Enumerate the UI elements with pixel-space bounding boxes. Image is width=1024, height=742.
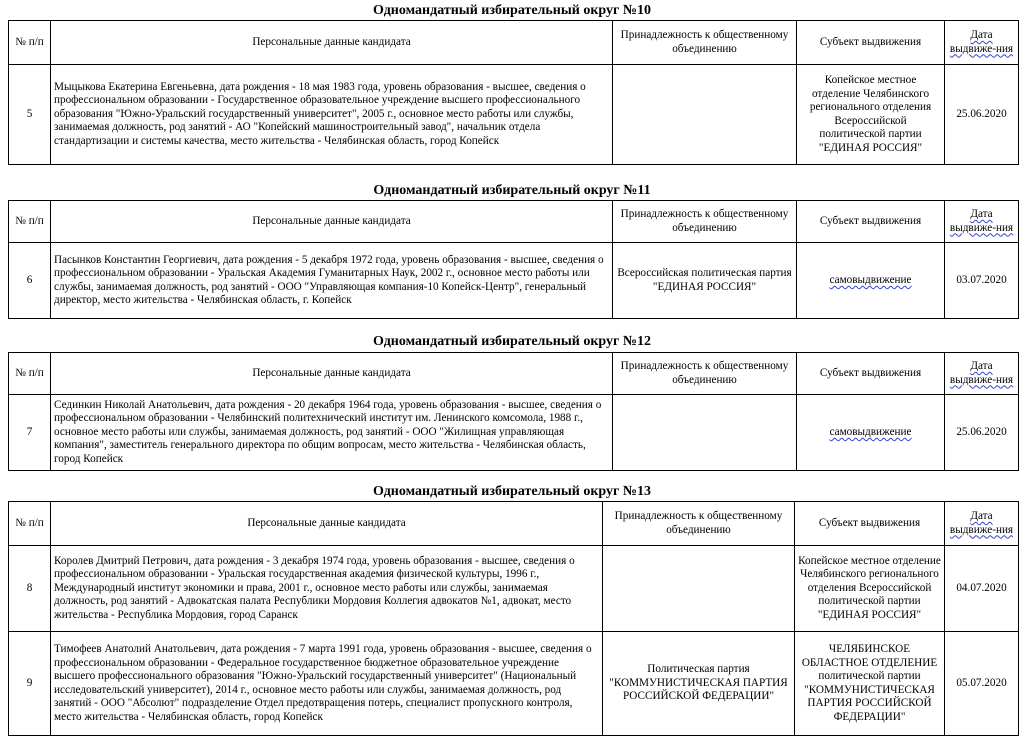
header-num: № п/п <box>9 502 51 546</box>
row-affiliation <box>613 395 797 471</box>
header-affiliation: Принадлежность к общественному объединению <box>613 353 797 395</box>
header-date: Дата выдвиже-ния <box>945 201 1019 243</box>
header-nominator: Субъект выдвижения <box>797 353 945 395</box>
row-affiliation <box>603 546 795 632</box>
row-nominator: Копейское местное отделение Челябинского регионального отделения Всероссийской политической партии "ЕДИНАЯ РОССИЯ" <box>797 65 945 165</box>
table-header-row <box>9 21 1019 65</box>
table-row <box>9 546 1019 632</box>
district-title-10: Одномандатный избирательный округ №10 <box>373 3 651 18</box>
header-affiliation: Принадлежность к общественному объединению <box>613 21 797 65</box>
row-date: 25.06.2020 <box>945 65 1019 165</box>
table-row <box>9 243 1019 319</box>
district-title-11: Одномандатный избирательный округ №11 <box>373 183 651 198</box>
row-num: 8 <box>9 546 51 632</box>
row-personal: Мыцыкова Екатерина Евгеньевна, дата рождения - 18 мая 1983 года, уровень образования - высшее, сведения о профессиональном образовании - Государственное образовательное учреждение высшего профессионального образования "Южно-Уральский государственный университет", 2005 г., основное место работы или службы, занимаемая должность, род занятий - АО "Копейский машиностроительный завод", начальник отдела стандартизации и системы качества, место жительства - Челябинская область, город Копейск <box>51 65 613 165</box>
row-nominator: Копейское местное отделение Челябинского регионального отделения Всероссийской политической партии "ЕДИНАЯ РОССИЯ" <box>795 546 945 632</box>
row-affiliation <box>613 65 797 165</box>
row-date: 04.07.2020 <box>945 546 1019 632</box>
table-header-row <box>9 353 1019 395</box>
header-nominator: Субъект выдвижения <box>795 502 945 546</box>
row-personal: Пасынков Константин Георгиевич, дата рождения - 5 декабря 1972 года, уровень образования - высшее, сведения о профессиональном образовании - Уральская Академия Гуманитарных Наук, 2002 г., основное место работы или службы, занимаемая должность, род занятий - ООО "Управляющая компания-10 Копейск-Центр", генеральный директор, место жительства - Челябинская область, г. Копейск <box>51 243 613 319</box>
header-date: Дата выдвиже-ния <box>945 502 1019 546</box>
header-date: Дата выдвиже-ния <box>945 353 1019 395</box>
table-header-row <box>9 502 1019 546</box>
candidates-table-10 <box>8 20 1019 165</box>
row-personal: Королев Дмитрий Петрович, дата рождения - 3 декабря 1974 года, уровень образования - высшее, сведения о профессиональном образовании - Уральская государственная академия физической культуры, 1996 г., Международный институт экономики и права, 2001 г., основное место работы или службы, занимаемая должность, род занятий - Адвокатская палата Республики Мордовия Коллегия адвокатов №1, адвокат, место жительства - Республика Мордовия, город Саранск <box>51 546 603 632</box>
row-num: 9 <box>9 632 51 736</box>
district-title-12: Одномандатный избирательный округ №12 <box>373 334 651 349</box>
candidates-table-11 <box>8 200 1019 319</box>
header-personal: Персональные данные кандидата <box>51 502 603 546</box>
row-date: 25.06.2020 <box>945 395 1019 471</box>
district-title-13: Одномандатный избирательный округ №13 <box>373 484 651 499</box>
row-affiliation: Политическая партия "КОММУНИСТИЧЕСКАЯ ПАРТИЯ РОССИЙСКОЙ ФЕДЕРАЦИИ" <box>603 632 795 736</box>
row-nominator: самовыдвижение <box>797 395 945 471</box>
table-row <box>9 395 1019 471</box>
header-num: № п/п <box>9 353 51 395</box>
row-affiliation: Всероссийская политическая партия "ЕДИНАЯ РОССИЯ" <box>613 243 797 319</box>
row-date: 03.07.2020 <box>945 243 1019 319</box>
row-date: 05.07.2020 <box>945 632 1019 736</box>
header-affiliation: Принадлежность к общественному объединению <box>603 502 795 546</box>
table-row <box>9 632 1019 736</box>
candidates-table-12 <box>8 352 1019 471</box>
row-num: 5 <box>9 65 51 165</box>
row-nominator: самовыдвижение <box>797 243 945 319</box>
header-affiliation: Принадлежность к общественному объединению <box>613 201 797 243</box>
header-personal: Персональные данные кандидата <box>51 21 613 65</box>
row-num: 6 <box>9 243 51 319</box>
header-num: № п/п <box>9 21 51 65</box>
header-nominator: Субъект выдвижения <box>797 21 945 65</box>
table-header-row <box>9 201 1019 243</box>
row-personal: Тимофеев Анатолий Анатольевич, дата рождения - 7 марта 1991 года, уровень образования - высшее, сведения о профессиональном образовании - Федеральное государственное бюджетное образовательное учреждение высшего профессионального образования "Южно-Уральский государственный университет" (Национальный исследовательский университет), 2014 г., основное место работы или службы, занимаемая должность, род занятий - ООО "Абсолют" подразделение Отдел предотвращения потерь, специалист пропускного контроля, место жительства - Челябинская область, город Копейск <box>51 632 603 736</box>
row-nominator: ЧЕЛЯБИНСКОЕ ОБЛАСТНОЕ ОТДЕЛЕНИЕ политической партии "КОММУНИСТИЧЕСКАЯ ПАРТИЯ РОССИЙСКОЙ ФЕДЕРАЦИИ" <box>795 632 945 736</box>
header-date: Дата выдвиже-ния <box>945 21 1019 65</box>
row-num: 7 <box>9 395 51 471</box>
row-personal: Сединкин Николай Анатольевич, дата рождения - 20 декабря 1964 года, уровень образования - высшее, сведения о профессиональном образовании - Челябинский политехнический институт им. Ленинского комсомола, 1988 г., основное место работы или службы, занимаемая должность, род занятий - ООО "Жилищная управляющая компания", заместитель генерального директора по общим вопросам, место жительства - Челябинская область, город Копейск <box>51 395 613 471</box>
header-nominator: Субъект выдвижения <box>797 201 945 243</box>
table-row <box>9 65 1019 165</box>
header-num: № п/п <box>9 201 51 243</box>
header-personal: Персональные данные кандидата <box>51 353 613 395</box>
candidates-table-13 <box>8 501 1019 736</box>
header-personal: Персональные данные кандидата <box>51 201 613 243</box>
